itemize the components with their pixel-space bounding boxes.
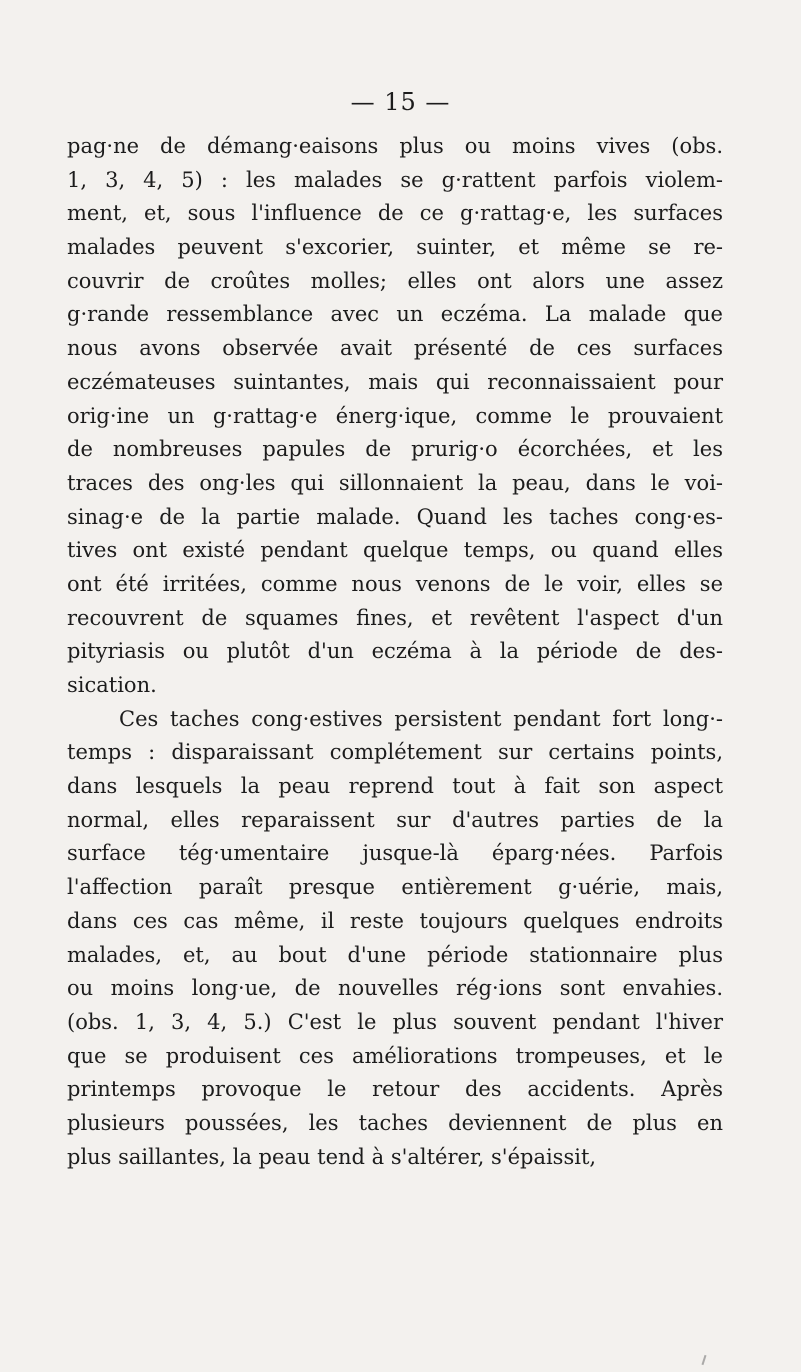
text-line: temps : disparaissant complétement sur certains points, [67, 740, 723, 765]
text-line: sinag·e de la partie malade. Quand les taches cong·es- [67, 504, 724, 529]
text-line: printemps provoque le retour des accidents. Après [67, 1077, 724, 1102]
text-line: plusieurs poussées, les taches deviennent de plus en [67, 1110, 723, 1135]
text-line: couvrir de croûtes molles; elles ont alors une assez [67, 268, 724, 293]
text-line: ont été irritées, comme nous venons de le voir, elles se [67, 571, 724, 596]
text-line: de nombreuses papules de prurig·o écorchées, et les [67, 437, 723, 462]
text-line: malades, et, au bout d'une période stationnaire plus [67, 942, 723, 967]
text-line: que se produisent ces améliorations trompeuses, et le [67, 1043, 723, 1068]
text-line: eczémateuses suintantes, mais qui reconnaissaient pour [67, 369, 724, 394]
text-line: traces des ong·les qui sillonnaient la peau, dans le voi- [67, 470, 724, 495]
text-line: recouvrent de squames fines, et revêtent l'aspect d'un [67, 605, 724, 630]
text-line: plus saillantes, la peau tend à s'altérer, s'épaissit, [67, 1144, 597, 1169]
text-line: orig·ine un g·rattag·e énerg·ique, comme le prouvaient [67, 403, 724, 428]
text-line: dans ces cas même, il reste toujours quelques endroits [67, 908, 724, 933]
text-line: l'affection paraît presque entièrement g·uérie, mais, [67, 875, 724, 900]
page-number-header: — 15 — [350, 88, 451, 116]
body-text [67, 130, 723, 1174]
text-line: ou moins long·ue, de nouvelles rég·ions sont envahies. [67, 976, 723, 1001]
text-line: normal, elles reparaissent sur d'autres parties de la [67, 807, 723, 832]
text-line: 1, 3, 4, 5) : les malades se g·rattent parfois violem- [67, 167, 723, 192]
text-line: nous avons observée avait présenté de ces surfaces [67, 336, 723, 361]
text-line: sication. [67, 673, 157, 697]
text-line: pag·ne de démang·eaisons plus ou moins vives (obs. [67, 134, 723, 158]
text-line: dans lesquels la peau reprend tout à fait son aspect [67, 774, 724, 799]
paper-blemish [702, 1355, 707, 1365]
text-line: g·rande ressemblance avec un eczéma. La malade que [67, 302, 723, 327]
text-line: ment, et, sous l'influence de ce g·rattag·e, les surfaces [67, 201, 723, 226]
paragraph-start-line: Ces taches cong·estives persistent pendant fort long·- [119, 706, 723, 731]
text-line: surface tég·umentaire jusque-là éparg·nées. Parfois [67, 841, 723, 866]
text-line: tives ont existé pendant quelque temps, ou quand elles [67, 538, 724, 563]
text-line: malades peuvent s'excorier, suinter, et même se re- [67, 235, 724, 260]
text-line: pityriasis ou plutôt d'un eczéma à la période de des- [67, 639, 723, 664]
text-line: (obs. 1, 3, 4, 5.) C'est le plus souvent pendant l'hiver [67, 1009, 723, 1034]
